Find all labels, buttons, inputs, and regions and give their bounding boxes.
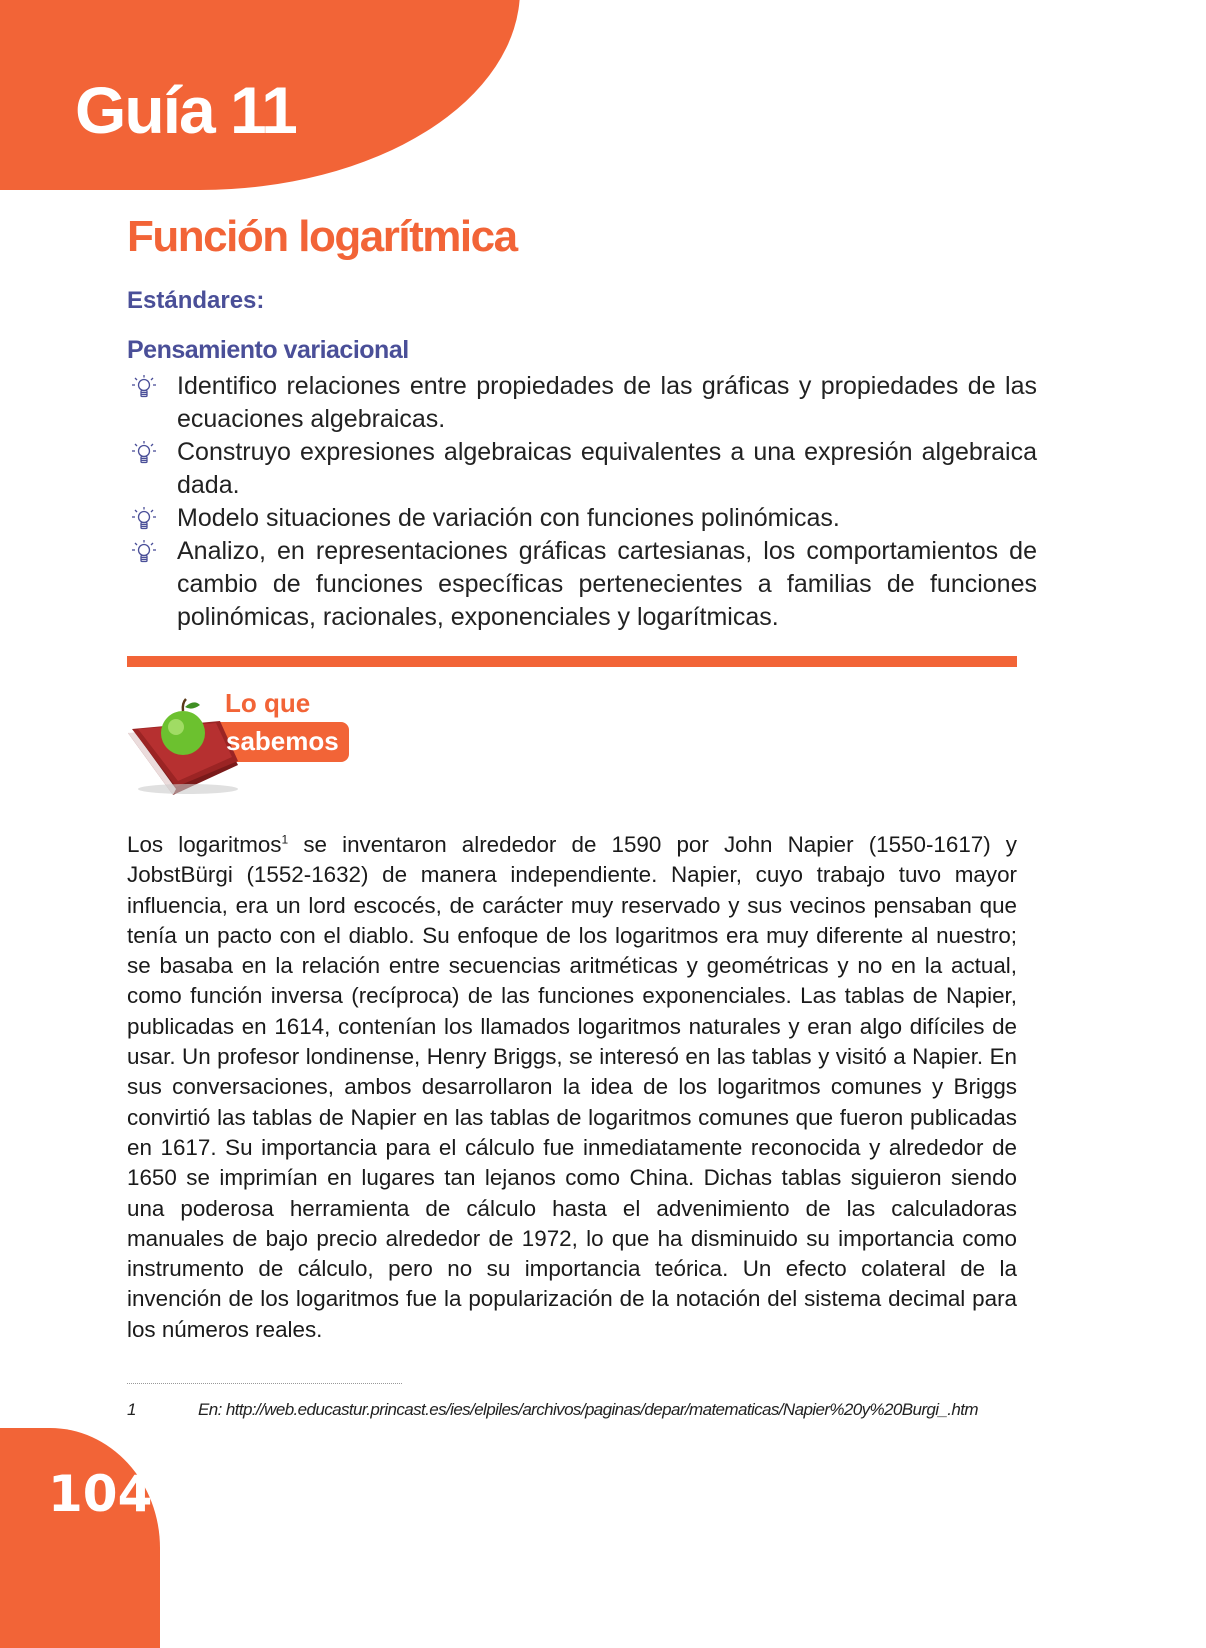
list-item: Analizo, en representaciones gráficas cartesianas, los comportamientos de cambio de funciones específicas pertenecientes a familias de funciones polinómicas, racionales, exponenciales y logarítmicas. xyxy=(127,535,1037,634)
page-number-shape xyxy=(0,1428,160,1648)
footnote-rule xyxy=(127,1383,402,1384)
guide-title: Guía 11 xyxy=(75,73,296,147)
standards-subheading: Pensamiento variacional xyxy=(127,336,409,364)
footnote-text: En: http://web.educastur.princast.es/ies/elpiles/archivos/paginas/depar/matematicas/Napier%20y%20Burgi_.htm xyxy=(198,1400,978,1419)
standards-heading: Estándares: xyxy=(127,287,265,314)
page-title: Función logarítmica xyxy=(127,212,517,261)
footnote-number: 1 xyxy=(127,1400,137,1419)
list-item: Construyo expresiones algebraicas equivalentes a una expresión algebraica dada. xyxy=(127,436,1037,502)
body-paragraph: Los logaritmos$^1$ se inventaron alrededor de 1590 por John Napier (1550-1617) y JobstBürgi (1552-1632) de manera independiente. Napier, cuyo trabajo tuvo mayor influencia, era un lord escocés, de carácter muy reservado y sus vecinos pensaban que tenía un pacto con el diablo. Su enfoque de los logaritmos era muy diferente al nuestro; se basaba en la relación entre secuencias aritméticas y geométricas y no en la actual, como función inversa (recíproca) de las funciones exponenciales. Las tablas de Napier, publicadas en 1614, contenían los llamados logaritmos naturales y eran algo difíciles de usar. Un profesor londinense, Henry Briggs, se interesó en las tablas y visitó a Napier. En sus conversaciones, ambos desarrollaron la idea de los logaritmos comunes y Briggs convirtió las tablas de Napier en las tablas de logaritmos comunes que fueron publicadas en 1617. Su importancia para el cálculo fue inmediatamente reconocida y alrededor de 1650 se imprimían en lugares tan lejanos como China. Dichas tablas siguieron siendo una poderosa herramienta de cálculo hasta el advenimiento de las calculadoras manuales de bajo precio alrededor de 1972, lo que ha disminuido su importancia como instrumento de cálculo, pero no su importancia teórica. Un efecto colateral de la invención de los logaritmos fue la popularización de la notación del sistema decimal para los números reales. xyxy=(127,832,1018,1342)
lightbulb-icon xyxy=(131,374,157,400)
list-item: Modelo situaciones de variación con funciones polinómicas. xyxy=(127,502,1037,535)
standards-list xyxy=(127,370,1037,634)
page-number: 104 xyxy=(48,1465,153,1523)
lightbulb-icon xyxy=(131,539,157,565)
list-item: Identifico relaciones entre propiedades de las gráficas y propiedades de las ecuaciones algebraicas. xyxy=(127,370,1037,436)
section-divider xyxy=(127,656,1017,667)
section-label-line2: sabemos xyxy=(226,726,339,756)
section-label-line1: Lo que xyxy=(225,688,311,718)
lightbulb-icon xyxy=(131,506,157,532)
lightbulb-icon xyxy=(131,440,157,466)
footnote-reference: 1 xyxy=(281,832,289,847)
